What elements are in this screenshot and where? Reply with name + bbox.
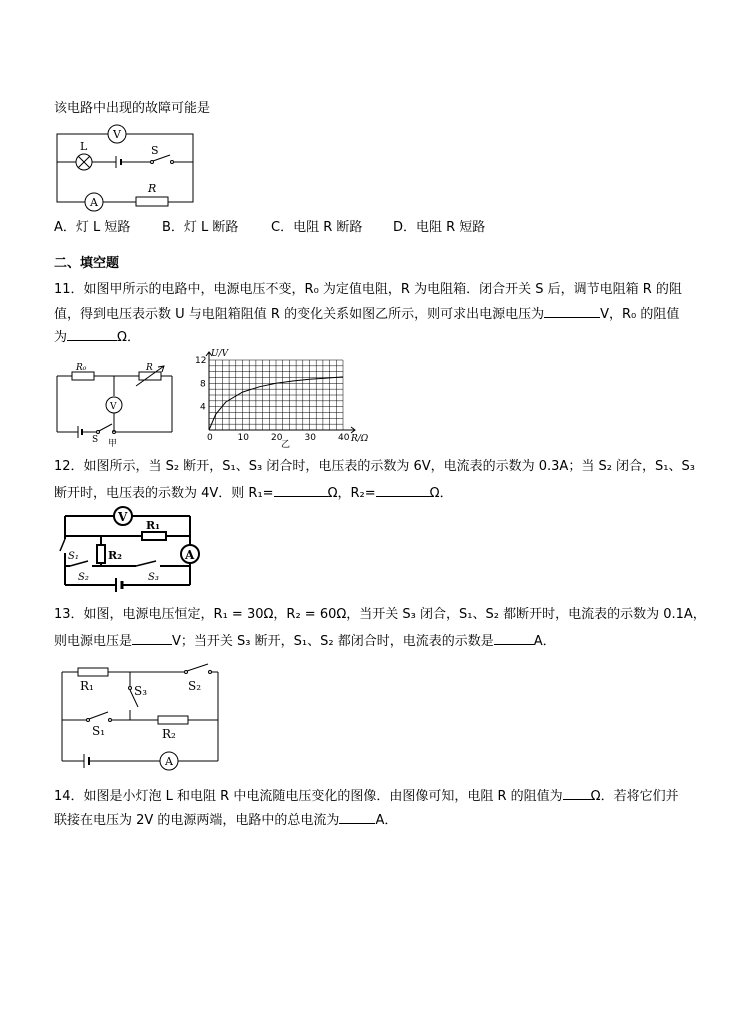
chart-y-tick-label: 8: [200, 379, 206, 390]
chart-x-axis-label: R/Ω: [351, 434, 369, 444]
q13-r2-label: R₂: [162, 727, 176, 741]
q10-switch-label: S: [151, 144, 159, 157]
q13-circuit-diagram: [58, 660, 223, 775]
q12-line2-mid: Ω，R₂=: [327, 486, 376, 501]
q11-r-label: R: [146, 363, 153, 373]
q10-ammeter-label: A: [90, 196, 98, 209]
q14-line1: [54, 786, 679, 806]
q10-option-d: D．电阻 R 短路: [393, 220, 486, 235]
q11-r0-label: R₀: [76, 363, 87, 373]
q13-s3-label: S₃: [134, 684, 148, 698]
q13-ammeter-label: A: [165, 755, 173, 768]
q10-option-a: A．灯 L 短路: [54, 220, 131, 235]
q13-line2-text: 则电源电压是: [54, 634, 133, 649]
q11-circuit-caption: 甲: [108, 439, 118, 448]
q13-line1: 13．如图，电源电压恒定，R₁ = 30Ω，R₂ = 60Ω，当开关 S₃ 闭合，S₁、S₂ 都断开时，电流表的示数为 0.1A，: [54, 607, 706, 622]
section-title: 二、填空题: [54, 256, 120, 271]
q11-line3-text: 为: [54, 330, 68, 345]
q11-line1: 11．如图甲所示的电路中，电源电压不变，R₀ 为定值电阻，R 为电阻箱．闭合开关 S 后，调节电阻箱 R 的阻: [54, 282, 682, 297]
q13-s1-label: S₁: [92, 724, 106, 738]
chart-y-tick-label: 12: [195, 356, 207, 366]
q12-r1-label: R₁: [146, 519, 160, 532]
q13-line2-tail: A．: [533, 634, 556, 649]
chart-x-tick-label: 0: [207, 433, 213, 443]
q12-r1-blank[interactable]: [274, 483, 328, 497]
q11-switch-label: S: [92, 435, 99, 445]
q12-voltmeter-label: V: [118, 510, 128, 524]
q14-line1-tail: Ω．若将它们并: [590, 789, 679, 804]
q13-voltage-blank[interactable]: [132, 631, 172, 645]
q12-s1-label: S₁: [68, 551, 79, 562]
chart-x-tick-label: 20: [271, 433, 283, 443]
chart-x-tick-label: 30: [304, 433, 316, 443]
q13-current-blank[interactable]: [494, 631, 534, 645]
q13-line2: [54, 631, 556, 651]
q11-line2-text: 值，得到电压表示数 U 与电阻箱阻值 R 的变化关系如图乙所示，则可求出电源电压为: [54, 307, 545, 322]
q11-circuit-diagram: [54, 360, 179, 448]
q12-s3-label: S₃: [148, 572, 159, 583]
q12-s2-label: S₂: [78, 572, 89, 583]
q13-line2-mid: V；当开关 S₃ 断开，S₁、S₂ 都闭合时，电流表的示数是: [172, 634, 494, 649]
chart-y-axis-label: U/V: [211, 349, 229, 359]
q12-line1: 12．如图所示，当 S₂ 断开，S₁、S₃ 闭合时，电压表的示数为 6V，电流表的示数为 0.3A；当 S₂ 闭合，S₁、S₃: [54, 459, 695, 474]
q13-r1-label: R₁: [80, 679, 94, 693]
q14-line1-text: 14．如图是小灯泡 L 和电阻 R 中电流随电压变化的图像．由图像可知，电阻 R 的阻值为: [54, 789, 563, 804]
q14-line2-text: 联接在电压为 2V 的电源两端，电路中的总电流为: [54, 813, 340, 828]
chart-axes: [206, 352, 355, 433]
q11-line3: [54, 327, 140, 347]
q10-resistor-label: R: [148, 182, 157, 195]
chart-caption: 乙: [281, 440, 291, 448]
q11-voltmeter-label: V: [110, 402, 117, 412]
chart-y-tick-label: 4: [200, 402, 206, 413]
chart-x-tick-label: 40: [338, 433, 350, 443]
q12-line2-text: 断开时，电压表的示数为 4V．则 R₁=: [54, 486, 274, 501]
q14-current-blank[interactable]: [339, 810, 375, 824]
q10-stem: 该电路中出现的故障可能是: [54, 101, 211, 116]
q12-ammeter-label: A: [185, 548, 195, 562]
q11-r0-blank[interactable]: [67, 327, 117, 341]
q10-option-b: B．灯 L 断路: [162, 220, 239, 235]
q11-chart: [193, 348, 383, 448]
q10-lamp-label: L: [80, 140, 88, 153]
q11-voltage-blank[interactable]: [544, 304, 600, 318]
q11-line2: [54, 304, 679, 324]
chart-grid: [209, 360, 343, 430]
q10-circuit-diagram: [54, 120, 199, 212]
chart-x-tick-label: 10: [237, 433, 249, 443]
q12-r2-label: R₂: [108, 549, 122, 562]
q11-line3-tail: Ω．: [117, 330, 140, 345]
q12-line2: [54, 483, 453, 503]
q11-line2-tail: V，R₀ 的阻值: [600, 307, 680, 322]
q14-line2-tail: A．: [375, 813, 398, 828]
q12-circuit-diagram: [58, 503, 206, 598]
q10-option-c: C．电阻 R 断路: [271, 220, 363, 235]
q10-voltmeter-label: V: [113, 128, 121, 141]
q14-resistance-blank[interactable]: [563, 786, 591, 800]
q12-r2-blank[interactable]: [376, 483, 430, 497]
q14-line2: [54, 810, 397, 830]
q12-line2-tail: Ω．: [429, 486, 453, 501]
q13-s2-label: S₂: [188, 679, 202, 693]
